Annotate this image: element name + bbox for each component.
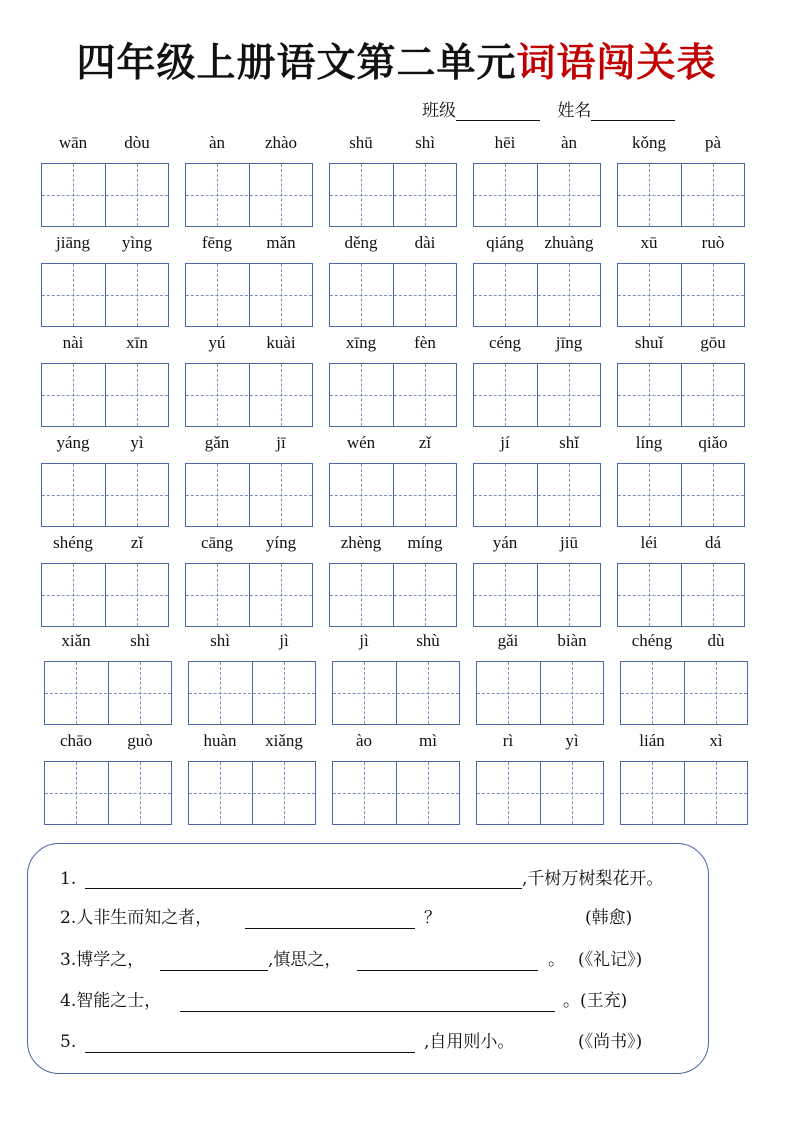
sentence-text: 2.人非生而知之者， [60,908,213,928]
tianzige-writing-box[interactable] [476,761,604,825]
sentence-text: ,慎思之， [268,950,342,970]
pinyin-syllable: zhuàng [544,233,594,252]
tianzige-writing-box[interactable] [185,463,313,527]
pinyin-syllable: xīng [345,333,377,352]
guide-line [42,195,168,196]
pinyin-syllable: gōu [700,333,726,352]
pinyin-syllable: zǐ [418,433,432,452]
pinyin-syllable: qiǎo [698,433,728,452]
pinyin-syllable: pà [704,133,722,152]
pinyin-syllable: nài [62,333,84,352]
tianzige-writing-box[interactable] [617,163,745,227]
sentence-number: 5. [60,1032,77,1052]
sentence-source: (《尚书》) [578,1032,643,1052]
guide-line [330,295,456,296]
answer-blank[interactable] [85,1051,415,1053]
guide-line [45,693,171,694]
pinyin-syllable: wān [58,133,88,152]
guide-line [45,793,171,794]
pinyin-syllable: fēng [201,233,233,252]
sentence-text: 4.智能之士， [60,991,162,1011]
pinyin-syllable: xiǎng [265,731,303,750]
tianzige-writing-box[interactable] [41,463,169,527]
title-black: 四年级上册语文第二单元 [76,40,517,86]
tianzige-writing-box[interactable] [185,363,313,427]
guide-line [186,395,312,396]
tianzige-writing-box[interactable] [41,563,169,627]
guide-line [618,195,744,196]
pinyin-syllable: chéng [631,631,673,650]
pinyin-syllable: lián [639,731,665,750]
answer-blank[interactable] [245,927,415,929]
tianzige-writing-box[interactable] [620,761,748,825]
guide-line [477,693,603,694]
pinyin-syllable: fèn [414,333,436,352]
guide-line [333,793,459,794]
tianzige-writing-box[interactable] [473,263,601,327]
tianzige-writing-box[interactable] [185,563,313,627]
pinyin-syllable: chāo [59,731,93,750]
sentence-text: ？ [424,908,441,928]
tianzige-writing-box[interactable] [332,661,460,725]
tianzige-writing-box[interactable] [185,163,313,227]
guide-line [330,195,456,196]
pinyin-syllable: míng [407,533,443,552]
pinyin-syllable: yán [492,533,518,552]
pinyin-syllable: àn [208,133,226,152]
pinyin-syllable: yíng [265,533,297,552]
pinyin-syllable: huàn [203,731,237,750]
guide-line [618,295,744,296]
pinyin-syllable: jì [359,631,369,650]
student-info [422,96,687,121]
tianzige-writing-box[interactable] [185,263,313,327]
sentence-source: (韩愈) [585,908,633,928]
pinyin-syllable: shū [349,133,373,152]
answer-blank[interactable] [160,969,268,971]
guide-line [618,595,744,596]
guide-line [618,395,744,396]
guide-line [330,495,456,496]
pinyin-syllable: xì [709,731,723,750]
tianzige-writing-box[interactable] [41,163,169,227]
sentence-text: 。(王充) [563,991,628,1011]
guide-line [621,793,747,794]
guide-line [186,295,312,296]
pinyin-syllable: dá [704,533,722,552]
pinyin-syllable: děng [344,233,378,252]
pinyin-syllable: jīng [555,333,583,352]
pinyin-syllable: jiū [560,533,578,552]
name-label: 姓名 [557,101,592,121]
answer-blank[interactable] [85,887,522,889]
guide-line [42,595,168,596]
guide-line [333,693,459,694]
pinyin-syllable: yì [130,433,144,452]
tianzige-writing-box[interactable] [41,363,169,427]
pinyin-syllable: gǎi [497,631,519,650]
tianzige-writing-box[interactable] [332,761,460,825]
answer-blank[interactable] [180,1010,555,1012]
tianzige-writing-box[interactable] [476,661,604,725]
tianzige-writing-box[interactable] [617,463,745,527]
sentence-text: 。 [548,950,565,970]
pinyin-syllable: shuǐ [634,333,664,352]
pinyin-syllable: shì [415,133,435,152]
pinyin-syllable: biàn [557,631,587,650]
pinyin-syllable: qiáng [486,233,524,252]
pinyin-syllable: rì [502,731,514,750]
tianzige-writing-box[interactable] [473,363,601,427]
guide-line [330,395,456,396]
tianzige-writing-box[interactable] [188,761,316,825]
pinyin-syllable: kuài [266,333,296,352]
pinyin-syllable: ruò [701,233,725,252]
guide-line [42,395,168,396]
pinyin-syllable: jiāng [56,233,90,252]
tianzige-writing-box[interactable] [188,661,316,725]
pinyin-syllable: zhèng [340,533,382,552]
guide-line [42,295,168,296]
tianzige-writing-box[interactable] [329,363,457,427]
sentence-text: 3.博学之， [60,950,145,970]
pinyin-syllable: xīn [126,333,148,352]
pinyin-syllable: zǐ [130,533,144,552]
pinyin-syllable: dù [707,631,725,650]
sentence-number: 1. [60,869,77,889]
pinyin-syllable: dài [414,233,436,252]
pinyin-syllable: shéng [53,533,93,552]
title-red: 词语闯关表 [516,40,717,86]
guide-line [474,395,600,396]
guide-line [477,793,603,794]
guide-line [474,495,600,496]
pinyin-syllable: líng [635,433,663,452]
pinyin-syllable: shǐ [559,433,579,452]
pinyin-syllable: yáng [56,433,90,452]
tianzige-writing-box[interactable] [41,263,169,327]
pinyin-syllable: shì [210,631,230,650]
pinyin-syllable: jī [276,433,286,452]
name-field[interactable] [591,102,675,121]
class-field[interactable] [456,102,540,121]
tianzige-writing-box[interactable] [44,661,172,725]
pinyin-syllable: shì [130,631,150,650]
sentence-text: ,自用则小。 [424,1032,515,1052]
pinyin-syllable: shù [416,631,440,650]
guide-line [474,595,600,596]
guide-line [474,195,600,196]
guide-line [186,595,312,596]
answer-blank[interactable] [357,969,538,971]
pinyin-syllable: jì [279,631,289,650]
pinyin-syllable: céng [488,333,522,352]
tianzige-writing-box[interactable] [44,761,172,825]
guide-line [621,693,747,694]
sentence-source: (《礼记》) [578,950,643,970]
tianzige-writing-box[interactable] [329,463,457,527]
tianzige-writing-box[interactable] [617,363,745,427]
page-title [0,32,793,88]
tianzige-writing-box[interactable] [329,563,457,627]
pinyin-syllable: ào [355,731,373,750]
tianzige-writing-box[interactable] [473,563,601,627]
tianzige-writing-box[interactable] [473,463,601,527]
pinyin-syllable: àn [560,133,578,152]
pinyin-syllable: kǒng [632,133,666,152]
tianzige-writing-box[interactable] [620,661,748,725]
sentence-text: ,千树万树梨花开。 [522,869,664,889]
pinyin-syllable: yú [208,333,226,352]
guide-line [474,295,600,296]
pinyin-syllable: yì [565,731,579,750]
pinyin-syllable: wén [346,433,376,452]
pinyin-syllable: mǎn [266,233,296,252]
pinyin-syllable: cāng [200,533,234,552]
pinyin-syllable: jí [500,433,510,452]
pinyin-syllable: mì [419,731,437,750]
tianzige-writing-box[interactable] [473,163,601,227]
guide-line [330,595,456,596]
pinyin-syllable: yìng [121,233,153,252]
guide-line [189,793,315,794]
tianzige-writing-box[interactable] [329,163,457,227]
class-label: 班级 [422,101,456,121]
tianzige-writing-box[interactable] [617,263,745,327]
pinyin-syllable: guò [127,731,153,750]
pinyin-syllable: xiǎn [61,631,91,650]
guide-line [186,495,312,496]
pinyin-syllable: dòu [124,133,150,152]
guide-line [186,195,312,196]
pinyin-syllable: zhào [264,133,298,152]
tianzige-writing-box[interactable] [329,263,457,327]
guide-line [189,693,315,694]
tianzige-writing-box[interactable] [617,563,745,627]
pinyin-syllable: hēi [494,133,516,152]
guide-line [618,495,744,496]
pinyin-syllable: léi [640,533,658,552]
pinyin-syllable: gǎn [204,433,230,452]
pinyin-syllable: xū [640,233,658,252]
guide-line [42,495,168,496]
